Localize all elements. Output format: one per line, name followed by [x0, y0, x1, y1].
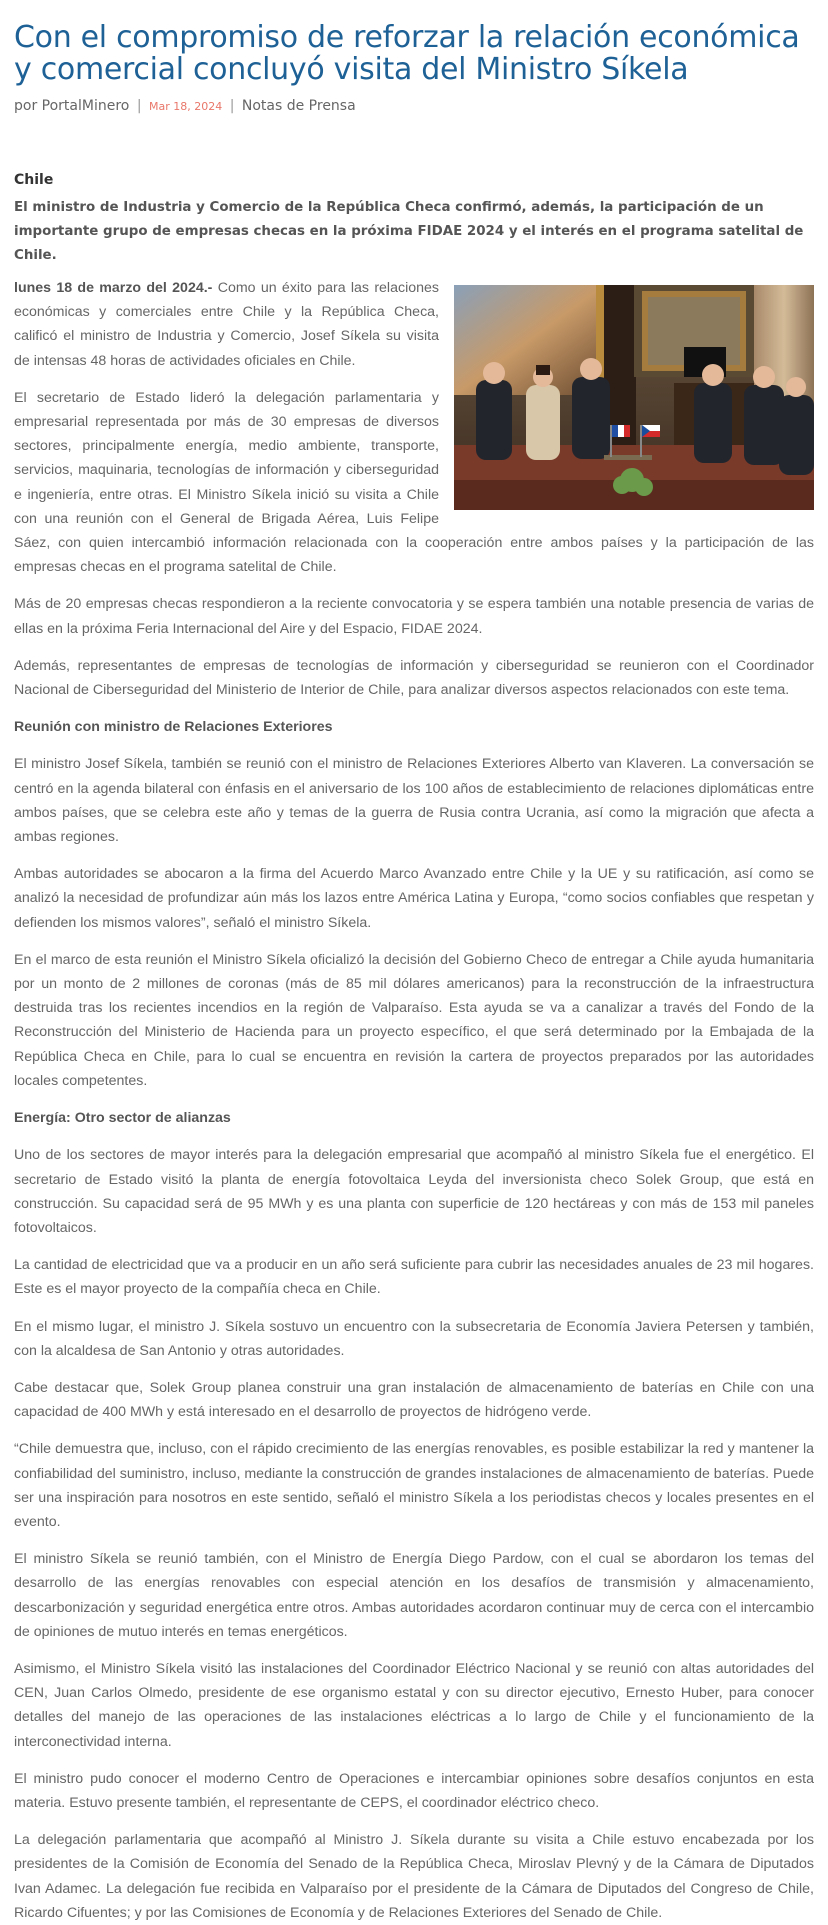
paragraph: Asimismo, el Ministro Síkela visitó las instalaciones del Coordinador Eléctrico Nacional y se reunió con altas autoridades del CEN, Juan Carlos Olmedo, presidente de ese organismo estatal y con su director ejecutivo, Ernesto Huber, para conocer detalles del manejo de las operaciones de las instalaciones eléctricas a lo largo de Chile y el funcionamiento de la interconectividad interna.	[14, 1660, 814, 1750]
paragraph: Uno de los sectores de mayor interés para la delegación empresarial que acompañó al ministro Síkela fue el energético. El secretario de Estado visitó la planta de energía fotovoltaica Leyda del inversionista checo Solek Group, que está en construcción. Su capacidad será de 95 MWh y es una planta con superficie de 120 hectáreas y con más de 153 mil paneles fotovoltaicos.	[14, 1147, 814, 1236]
post-date: Mar 18, 2024	[149, 100, 223, 113]
paragraph: “Chile demuestra que, incluso, con el rápido crecimiento de las energías renovables, es posible estabilizar la red y mantener la confiabilidad del suministro, incluso, mediante la construcción de grandes instalaciones de almacenamiento de baterías. Puede ser una inspiración para nosotros en este sentido, señaló el ministro Síkela a los periodistas checos y locales presentes en el evento.	[14, 1441, 814, 1530]
paragraph: Más de 20 empresas checas respondieron a la reciente convocatoria y se espera también una notable presencia de varias de ellas en la próxima Feria Internacional del Aire y del Espacio, FIDAE 2024.	[14, 596, 814, 637]
paragraph: La delegación parlamentaria que acompañó al Ministro J. Síkela durante su visita a Chile estuvo encabezada por los presidentes de la Comisión de Economía del Senado de la República Checa, Miroslav Plevný y de la Cámara de Diputados Ivan Adamec. La delegación fue recibida en Valparaíso por el presidente de la Cámara de Diputados del Congreso de Chile, Ricardo Cifuentes; y por las Comisiones de Economía y de Relaciones Exteriores del Senado de Chile.	[14, 1832, 814, 1921]
post-meta	[14, 96, 814, 116]
section-heading: Energía: Otro sector de alianzas	[14, 1110, 231, 1127]
author-link[interactable]: PortalMinero	[41, 98, 130, 114]
meta-separator: |	[136, 98, 142, 114]
article-lead: El ministro de Industria y Comercio de la República Checa confirmó, además, la participación de un importante grupo de empresas checas en la próxima FIDAE 2024 y el interés en el programa satelital de Chile.	[14, 200, 804, 263]
category-link[interactable]: Notas de Prensa	[241, 98, 356, 114]
paragraph: El ministro Josef Síkela, también se reunió con el ministro de Relaciones Exteriores Alberto van Klaveren. La conversación se centró en la agenda bilateral con énfasis en el aniversario de los 100 años de establecimiento de relaciones diplomáticas entre ambos países, que se celebra este año y temas de la guerra de Rusia contra Ucrania, así como la migración que afecta a ambas regiones.	[14, 756, 814, 846]
paragraph: El ministro pudo conocer el moderno Centro de Operaciones e intercambiar opiniones sobre desafíos conjuntos en esta materia. Estuvo presente también, el representante de CEPS, el coordinador eléctrico checo.	[14, 1770, 814, 1811]
section-heading: Reunión con ministro de Relaciones Exteriores	[14, 719, 333, 736]
article-title: Con el compromiso de reforzar la relación económica y comercial concluyó visita del Ministro Síkela	[14, 20, 800, 87]
meta-separator: |	[229, 98, 235, 114]
paragraph: El ministro Síkela se reunió también, con el Ministro de Energía Diego Pardow, con el cual se abordaron los temas del desarrollo de las energías renovables con especial atención en los desafíos de transmisión y almacenamiento, descarbonización y seguridad energética entre otros. Ambas autoridades acordaron continuar muy de cerca con el intercambio de opiniones de mutuo interés en temas energéticos.	[14, 1551, 814, 1640]
photo-meeting-image	[454, 285, 814, 510]
country-label: Chile	[14, 172, 54, 188]
paragraph: La cantidad de electricidad que va a producir en un año será suficiente para cubrir las necesidades anuales de 23 mil hogares. Este es el mayor proyecto de la compañía checa en Chile.	[14, 1257, 814, 1298]
paragraph: Cabe destacar que, Solek Group planea construir una gran instalación de almacenamiento de baterías en Chile con una capacidad de 400 MWh y está interesado en el desarrollo de proyectos de hidrógeno verde.	[14, 1379, 814, 1421]
photo-illustration	[454, 285, 814, 510]
author-prefix: por	[14, 98, 38, 114]
paragraph: Ambas autoridades se abocaron a la firma del Acuerdo Marco Avanzado entre Chile y la UE y su ratificación, así como se analizó la necesidad de profundizar aún más los lazos entre América Latina y Europa, “como socios confiables que respetan y defienden los mismos valores”, señaló el ministro Síkela.	[14, 866, 814, 931]
paragraph: En el mismo lugar, el ministro J. Síkela sostuvo un encuentro con la subsecretaria de Economía Javiera Petersen y también, con la alcaldesa de San Antonio y otras autoridades.	[14, 1318, 814, 1359]
paragraph-date: lunes 18 de marzo del 2024.-	[14, 280, 213, 296]
paragraph-text: Como un éxito para las relaciones económicas y comerciales entre Chile y la República Checa, calificó el ministro de Industria y Comercio, Josef Síkela su visita de intensas 48 horas de actividades oficiales en Chile.	[14, 280, 439, 369]
paragraph: En el marco de esta reunión el Ministro Síkela oficializó la decisión del Gobierno Checo de entregar a Chile ayuda humanitaria por un monto de 2 millones de coronas (más de 85 mil dólares americanos) para la reconstrucción de la infraestructura destruida tras los recientes incendios en la región de Valparaíso. Esta ayuda se va a canalizar a través del Fondo de la Reconstrucción del Ministerio de Hacienda para un proyecto específico, el que será determinado por la Embajada de la República Checa en Chile, para lo cual se encuentra en revisión la cartera de proyectos preparados por las autoridades locales competentes.	[14, 951, 814, 1089]
paragraph: El secretario de Estado lideró la delegación parlamentaria y empresarial representada por más de 30 empresas de diversos sectores, principalmente energía, medio ambiente, transporte, servicios, maquinaria, tecnologías de información y ciberseguridad e ingeniería, entre otras. El Ministro Síkela inició su visita a Chile con una reunión con el General de Brigada Aérea, Luis Felipe Sáez, con quien intercambió información relacionada con la cooperación entre ambos países y la participación de las empresas checas en el programa satelital de Chile.	[14, 389, 814, 576]
paragraph: Además, representantes de empresas de tecnologías de información y ciberseguridad se reunieron con el Coordinador Nacional de Ciberseguridad del Ministerio de Interior de Chile, para analizar diversos aspectos relacionados con este tema.	[14, 657, 814, 699]
